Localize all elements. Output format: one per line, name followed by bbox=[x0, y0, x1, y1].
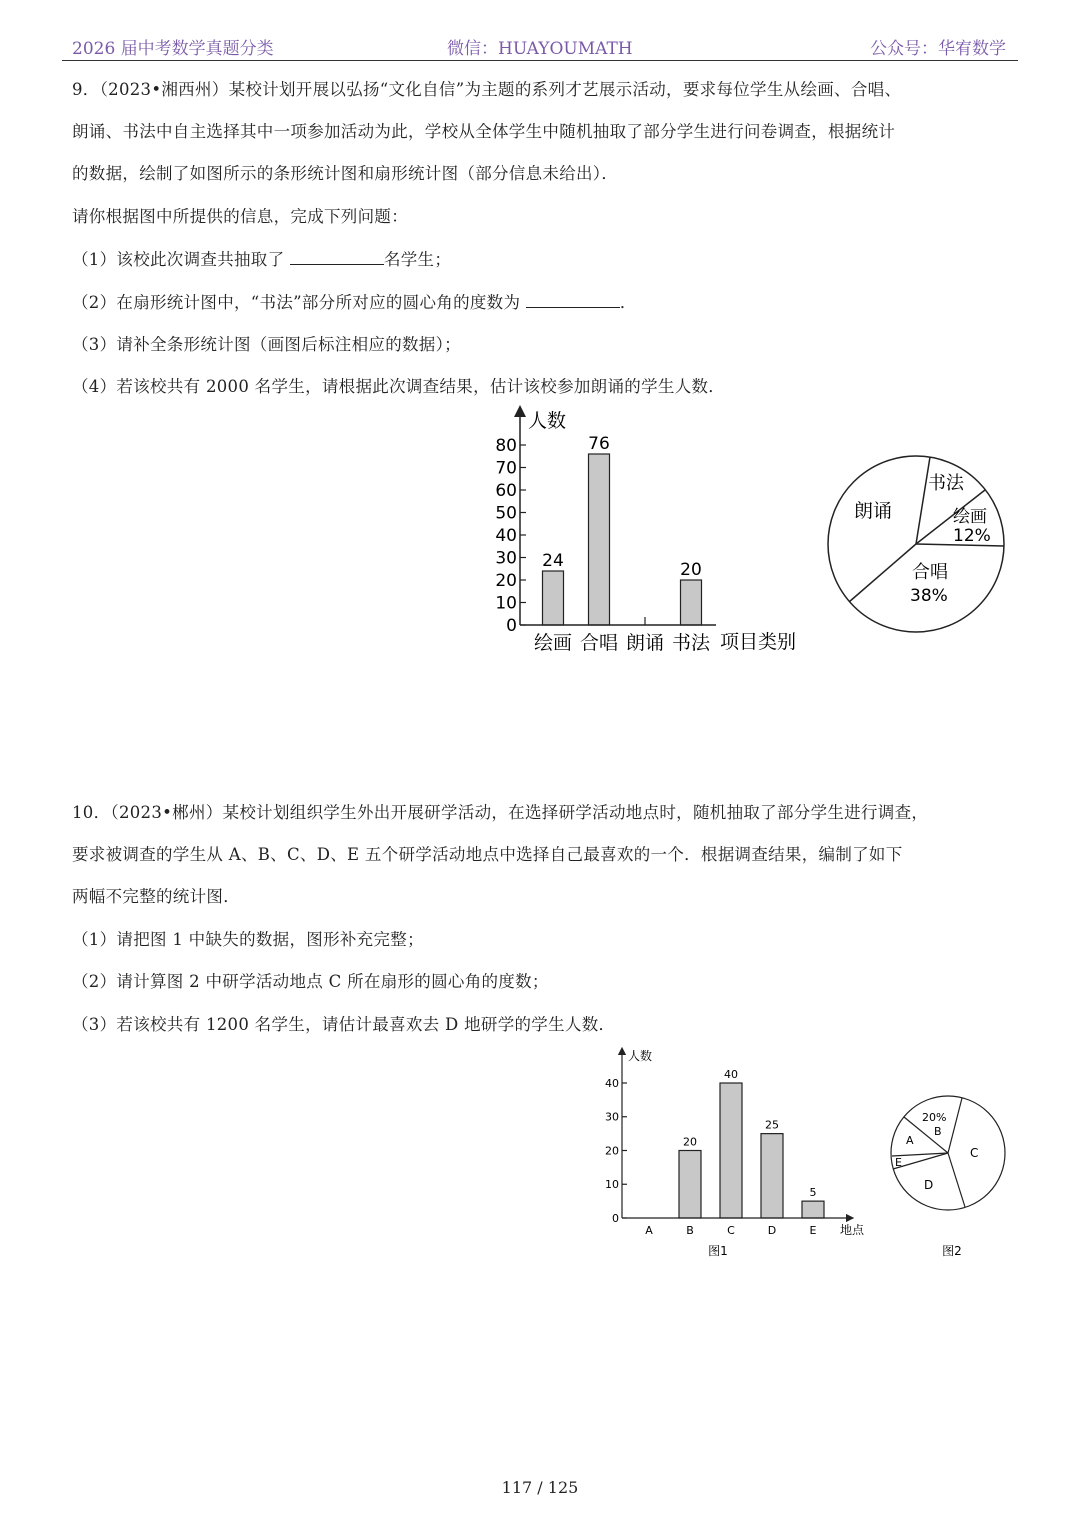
bar2-value-label: 20 bbox=[683, 1135, 697, 1149]
q9-part-3: （3）请补全条形统计图（画图后标注相应的数据）； bbox=[72, 335, 461, 354]
pie2-label-e: E bbox=[895, 1156, 902, 1169]
bar1-bar bbox=[589, 454, 610, 625]
answer-blank-1[interactable] bbox=[290, 250, 384, 265]
bar2-bar bbox=[720, 1083, 742, 1218]
header-account: 公众号：华宥数学 bbox=[870, 39, 1006, 59]
q10-part-1: （1）请把图 1 中缺失的数据，图形补充完整； bbox=[72, 930, 424, 949]
bar1-xlabel: 项目类别 bbox=[720, 631, 797, 653]
bar1-bar bbox=[681, 580, 702, 625]
bar1-category-label: 合唱 bbox=[579, 632, 619, 654]
header-left-title: 2026 届中考数学真题分类 bbox=[72, 39, 274, 59]
bar1-ytick-label: 40 bbox=[495, 525, 517, 546]
q10-line-2: 要求被调查的学生从 A、B、C、D、E 五个研学活动地点中选择自己最喜欢的一个．根据调查结果，编制了如下 bbox=[72, 845, 903, 864]
bar2-ytick-label: 0 bbox=[612, 1211, 619, 1225]
bar1-bar bbox=[543, 571, 564, 625]
pie1-label-huihua: 绘画 bbox=[953, 507, 987, 527]
pie2-pct-b: 20% bbox=[922, 1111, 947, 1124]
q9-part-1-after: 名学生； bbox=[383, 250, 452, 269]
q10-part-2: （2）请计算图 2 中研学活动地点 C 所在扇形的圆心角的度数； bbox=[72, 972, 549, 991]
q9-part-2 bbox=[72, 289, 637, 313]
page-number: 117 / 125 bbox=[501, 1478, 579, 1497]
bar2-value-label: 25 bbox=[765, 1118, 779, 1132]
q10-bar-chart bbox=[588, 1045, 888, 1265]
q10-line-1: 10．（2023•郴州）某校计划组织学生外出开展研学活动，在选择研学活动地点时，随机抽取了部分学生进行调查， bbox=[72, 803, 929, 822]
bar2-value-label: 5 bbox=[809, 1186, 817, 1200]
bar1-ylabel: 人数 bbox=[528, 410, 567, 432]
pie2-title: 图2 bbox=[942, 1244, 962, 1258]
pie1-label-hechang: 合唱 bbox=[912, 562, 948, 583]
bar2-ytick-label: 40 bbox=[605, 1076, 619, 1090]
bar1-ytick-label: 20 bbox=[495, 570, 517, 591]
bar1-ytick-label: 80 bbox=[495, 435, 517, 456]
bar2-category-label: D bbox=[767, 1224, 777, 1237]
bar2-category-label: B bbox=[686, 1224, 694, 1237]
bar1-category-label: 朗诵 bbox=[625, 632, 665, 654]
q9-part-1-before: （1）该校此次调查共抽取了 bbox=[72, 250, 290, 269]
bar1-ytick-label: 0 bbox=[506, 615, 517, 636]
answer-blank-2[interactable] bbox=[526, 293, 620, 308]
q9-part-2-after: ． bbox=[619, 293, 637, 312]
bar2-bar bbox=[802, 1201, 824, 1218]
pie2-label-d: D bbox=[924, 1178, 934, 1192]
bar1-value-label: 76 bbox=[588, 434, 610, 454]
q9-part-2-before: （2）在扇形统计图中，“书法”部分所对应的圆心角的度数为 bbox=[72, 293, 526, 312]
header-wechat: 微信：HUAYOUMATH bbox=[447, 39, 633, 59]
q9-line-1: 9．（2023•湘西州）某校计划开展以弘扬“文化自信”为主题的系列才艺展示活动，要求每位学生从绘画、合唱、 bbox=[72, 80, 902, 99]
bar1-ytick-label: 50 bbox=[495, 503, 517, 524]
bar2-ytick-label: 20 bbox=[605, 1144, 619, 1158]
bar1-ytick-label: 60 bbox=[495, 480, 517, 501]
pie1-label-langsong: 朗诵 bbox=[854, 500, 893, 522]
bar2-xlabel: 地点 bbox=[840, 1223, 865, 1237]
q9-bar-chart bbox=[480, 405, 820, 665]
bar2-ytick-label: 30 bbox=[605, 1110, 619, 1124]
bar2-bar bbox=[679, 1151, 701, 1219]
bar1-ytick-label: 30 bbox=[495, 548, 517, 569]
bar1-category-label: 绘画 bbox=[533, 632, 573, 654]
bar1-value-label: 24 bbox=[542, 551, 564, 571]
bar2-category-label: E bbox=[809, 1224, 817, 1237]
bar2-bar bbox=[761, 1134, 783, 1218]
bar1-category-label: 书法 bbox=[671, 632, 711, 654]
q10-line-3: 两幅不完整的统计图． bbox=[72, 887, 240, 906]
bar2-ylabel: 人数 bbox=[628, 1049, 653, 1063]
bar2-title: 图1 bbox=[708, 1244, 728, 1258]
q9-part-1 bbox=[72, 246, 451, 270]
bar2-value-label: 40 bbox=[724, 1068, 738, 1081]
pie2-label-c: C bbox=[970, 1146, 979, 1160]
q9-pie-chart bbox=[820, 450, 1020, 640]
pie1-pct-hechang: 38% bbox=[910, 586, 948, 606]
q9-line-3: 的数据，绘制了如图所示的条形统计图和扇形统计图（部分信息未给出）． bbox=[72, 164, 619, 183]
q10-part-3: （3）若该校共有 1200 名学生，请估计最喜欢去 D 地研学的学生人数． bbox=[72, 1015, 616, 1034]
bar2-ytick-label: 10 bbox=[605, 1178, 619, 1192]
pie2-label-b: B bbox=[934, 1125, 942, 1138]
q9-line-4: 请你根据图中所提供的信息，完成下列问题： bbox=[72, 207, 408, 226]
q9-line-2: 朗诵、书法中自主选择其中一项参加活动为此，学校从全体学生中随机抽取了部分学生进行问卷调查，根据统计 bbox=[72, 122, 896, 141]
pie1-pct-huihua: 12% bbox=[953, 526, 991, 546]
page-header bbox=[62, 30, 1018, 61]
pie2-label-a: A bbox=[906, 1134, 914, 1147]
bar1-value-label: 20 bbox=[680, 560, 702, 580]
q10-pie-chart bbox=[886, 1090, 1011, 1265]
bar2-category-label: C bbox=[727, 1224, 735, 1237]
pie1-label-shufa: 书法 bbox=[928, 473, 964, 494]
bar1-ytick-label: 10 bbox=[495, 593, 517, 614]
bar2-category-label: A bbox=[645, 1224, 653, 1237]
q9-part-4: （4）若该校共有 2000 名学生，请根据此次调查结果，估计该校参加朗诵的学生人数． bbox=[72, 377, 726, 396]
bar1-ytick-label: 70 bbox=[495, 458, 517, 479]
